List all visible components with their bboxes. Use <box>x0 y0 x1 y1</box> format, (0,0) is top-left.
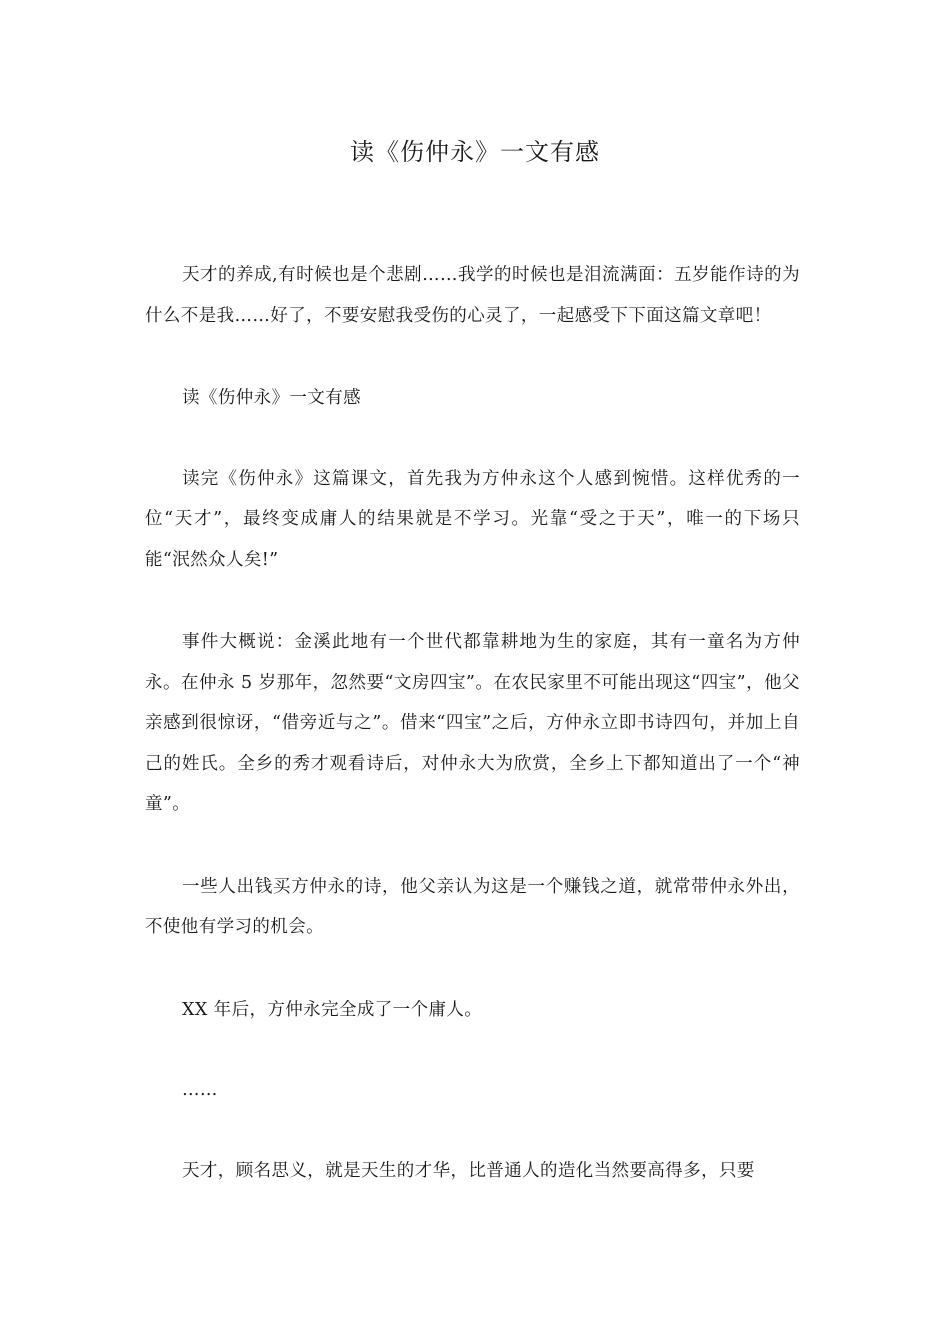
paragraph-reflection: 读完《伤仲永》这篇课文，首先我为方仲永这个人感到惋惜。这样优秀的一位“天才”，最终变成庸人的结果就是不学习。光靠“受之于天”，唯一的下场只能“泯然众人矣!” <box>145 468 800 570</box>
paragraph-subtitle: 读《伤仲永》一文有感 <box>182 388 361 408</box>
document-title: 读《伤仲永》一文有感 <box>350 138 600 166</box>
paragraph-father: 一些人出钱买方仲永的诗，他父亲认为这是一个赚钱之道，就常带仲永外出，不使他有学习的机会。 <box>145 876 800 937</box>
document-body <box>145 255 800 1233</box>
paragraph-intro: 天才的养成,有时候也是个悲剧……我学的时候也是泪流满面：五岁能作诗的为什么不是我……好了，不要安慰我受伤的心灵了，一起感受下下面这篇文章吧！ <box>145 265 800 326</box>
paragraph-ellipsis: …… <box>182 1080 218 1100</box>
paragraph-genius: 天才，顾名思义，就是天生的才华，比普通人的造化当然要高得多，只要 <box>182 1160 755 1181</box>
paragraph-outcome: XX 年后，方仲永完全成了一个庸人。 <box>182 999 483 1020</box>
paragraph-story: 事件大概说：金溪此地有一个世代都靠耕地为生的家庭，其有一童名为方仲永。在仲永 5 岁那年，忽然要“文房四宝”。在农民家里不可能出现这“四宝”，他父亲感到很惊讶，“借旁近与之”。借来“四宝”之后，方仲永立即书诗四句，并加上自己的姓氏。全乡的秀才观看诗后，对仲永大为欣赏，全乡上下都知道出了一个“神童”。 <box>145 632 800 814</box>
